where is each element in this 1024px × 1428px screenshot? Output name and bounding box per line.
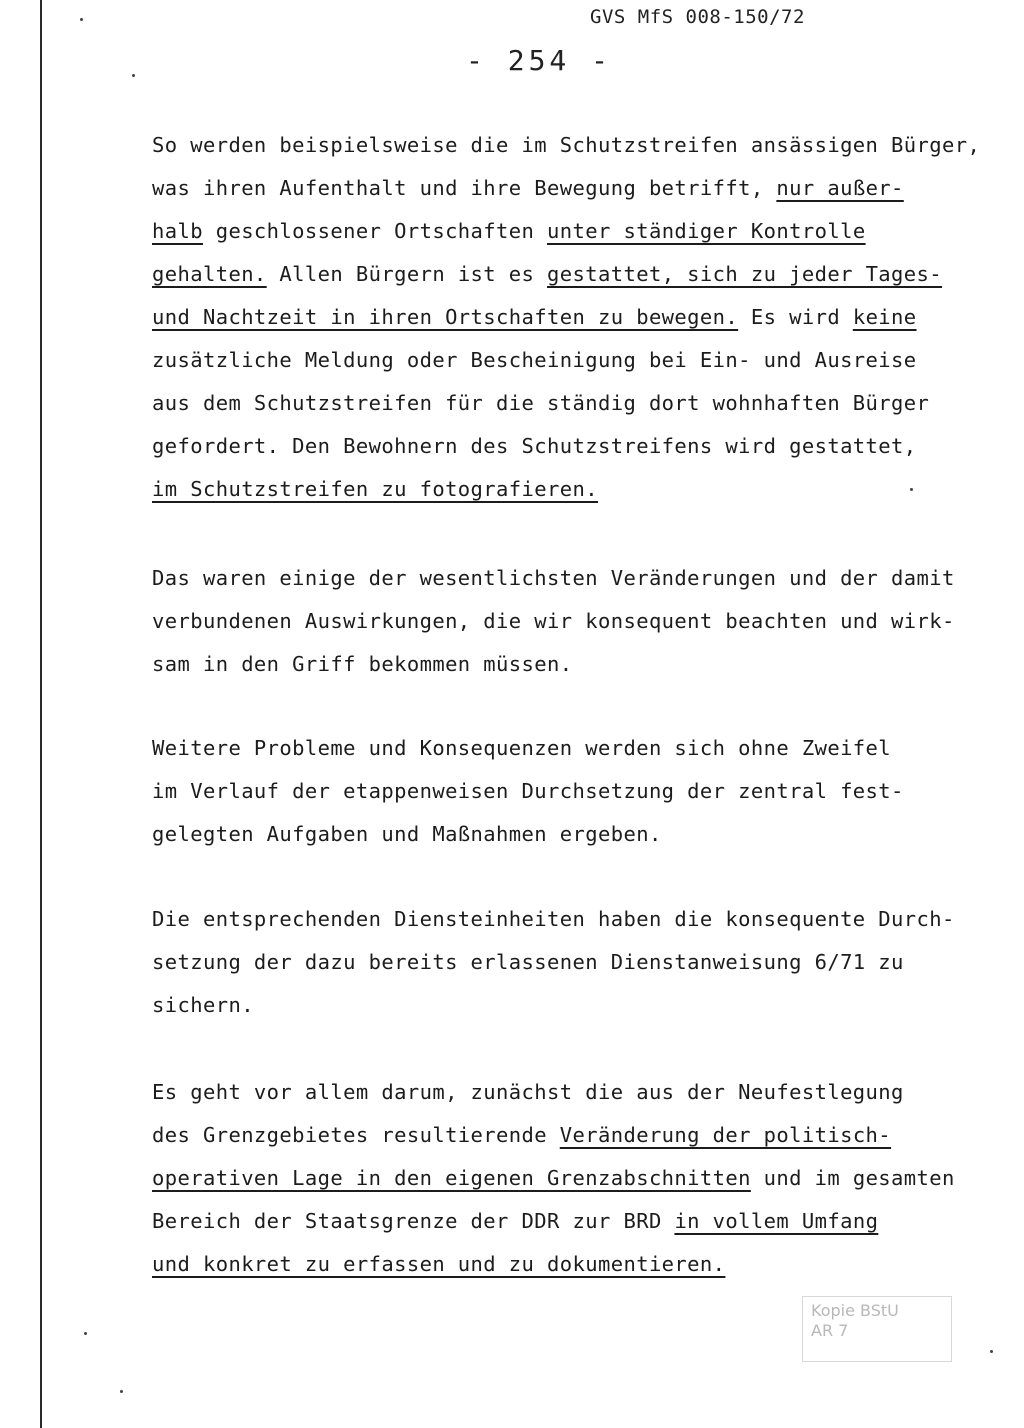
text-line [152,468,992,511]
text-line [152,296,992,339]
page-number: - 254 - [466,44,613,77]
scan-speck [910,488,913,491]
text-line [152,941,992,984]
text-segment: im Verlauf der etappenweisen Durchsetzung der zentral fest- [152,779,904,803]
text-segment: Das waren einige der wesentlichsten Veränderungen und der damit [152,566,955,590]
paragraph-4 [152,898,992,1027]
text-line [152,770,992,813]
text-line [152,124,992,167]
text-line [152,813,992,856]
paragraph-3 [152,727,992,856]
text-line [152,557,992,600]
underlined-text: halb [152,219,203,243]
paragraph-2 [152,557,992,686]
underlined-text: unter ständiger Kontrolle [547,219,866,243]
paragraph-5 [152,1071,992,1286]
text-line [152,339,992,382]
text-segment: sam in den Griff bekommen müssen. [152,652,573,676]
paragraph-1 [152,124,992,511]
text-segment: Es geht vor allem darum, zunächst die aus der Neufestlegung [152,1080,904,1104]
margin-line [40,0,42,1428]
scan-speck [990,1350,993,1353]
stamp-line-1: Kopie BStU [811,1301,899,1320]
text-segment: Es wird [738,305,853,329]
text-line [152,984,992,1027]
scan-speck [132,74,135,77]
text-line [152,1243,992,1286]
text-segment: Allen Bürgern ist es [266,262,548,286]
document-reference: GVS MfS 008-150/72 [590,6,805,28]
text-segment: Die entsprechenden Diensteinheiten haben die konsequente Durch- [152,907,955,931]
text-line [152,727,992,770]
text-segment: setzung der dazu bereits erlassenen Dienstanweisung 6/71 zu [152,950,904,974]
text-segment: Bereich der Staatsgrenze der DDR zur BRD [152,1209,675,1233]
scan-speck [80,18,83,21]
text-segment: So werden beispielsweise die im Schutzstreifen ansässigen Bürger, [152,133,981,157]
text-line [152,898,992,941]
text-segment: gefordert. Den Bewohnern des Schutzstreifens wird gestattet, [152,434,917,458]
scan-speck [120,1390,123,1393]
underlined-text: gehalten. [152,262,267,286]
text-line [152,1071,992,1114]
text-segment: gelegten Aufgaben und Maßnahmen ergeben. [152,822,662,846]
underlined-text: und Nachtzeit in ihren Ortschaften zu bewegen. [152,305,739,329]
text-segment: geschlossener Ortschaften [202,219,548,243]
text-line [152,210,992,253]
text-line [152,382,992,425]
text-line [152,425,992,468]
text-segment: aus dem Schutzstreifen für die ständig dort wohnhaften Bürger [152,391,930,415]
text-segment: Weitere Probleme und Konsequenzen werden sich ohne Zweifel [152,736,892,760]
text-line [152,167,992,210]
archive-stamp [802,1296,952,1362]
underlined-text: operativen Lage in den eigenen Grenzabschnitten [152,1166,751,1190]
underlined-text: gestattet, sich zu jeder Tages- [547,262,943,286]
underlined-text: keine [852,305,917,329]
text-line [152,253,992,296]
underlined-text: und konkret zu erfassen und zu dokumentieren. [152,1252,726,1276]
text-line [152,1114,992,1157]
text-segment: und im gesamten [750,1166,955,1190]
underlined-text: im Schutzstreifen zu fotografieren. [152,477,598,501]
text-segment: zusätzliche Meldung oder Bescheinigung bei Ein- und Ausreise [152,348,917,372]
stamp-line-2: AR 7 [811,1321,849,1340]
text-segment: sichern. [152,993,254,1017]
text-line [152,600,992,643]
underlined-text: nur außer- [776,176,904,200]
scan-speck [84,1332,87,1335]
text-line [152,643,992,686]
text-segment: des Grenzgebietes resultierende [152,1123,560,1147]
text-line [152,1157,992,1200]
text-segment: was ihren Aufenthalt und ihre Bewegung betrifft, [152,176,777,200]
underlined-text: Veränderung der politisch- [559,1123,892,1147]
text-segment: verbundenen Auswirkungen, die wir konsequent beachten und wirk- [152,609,955,633]
underlined-text: in vollem Umfang [674,1209,879,1233]
text-line [152,1200,992,1243]
